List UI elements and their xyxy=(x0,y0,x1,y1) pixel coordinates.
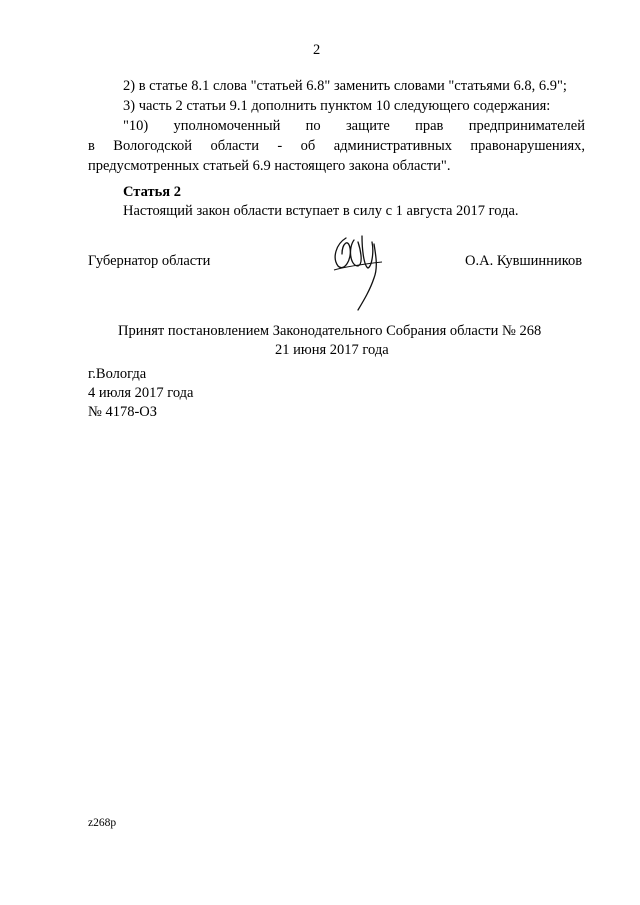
word: правонарушениях, xyxy=(470,138,585,154)
amendment-item-10-line3: предусмотренных статьей 6.9 настоящего закона области". xyxy=(88,158,451,174)
word: об xyxy=(300,138,316,154)
word: - xyxy=(277,138,283,154)
signing-date: 4 июля 2017 года xyxy=(88,385,194,401)
word: защите xyxy=(345,118,390,134)
word: области xyxy=(210,138,259,154)
adoption-line-2: 21 июня 2017 года xyxy=(275,342,389,358)
page-number: 2 xyxy=(313,42,321,58)
city: г.Вологда xyxy=(88,366,147,382)
word: прав xyxy=(415,118,444,134)
amendment-item-3: 3) часть 2 статьи 9.1 дополнить пунктом 10 следующего содержания: xyxy=(123,98,551,114)
adoption-line-1: Принят постановлением Законодательного Собрания области № 268 xyxy=(118,323,542,339)
amendment-item-10-line1 xyxy=(123,116,585,136)
amendment-item-2: 2) в статье 8.1 слова "статьей 6.8" заменить словами "статьями 6.8, 6.9"; xyxy=(123,78,567,94)
amendment-item-10-line2 xyxy=(88,136,585,156)
governor-title: Губернатор области xyxy=(88,253,211,269)
article-2-heading: Статья 2 xyxy=(123,184,181,200)
article-2-text: Настоящий закон области вступает в силу с 1 августа 2017 года. xyxy=(123,203,519,219)
law-number: № 4178-ОЗ xyxy=(88,404,158,420)
word: уполномоченный xyxy=(173,118,281,134)
footer-code: z268p xyxy=(88,817,117,829)
word: по xyxy=(305,118,321,134)
signature-handwritten xyxy=(328,226,388,316)
word: предпринимателей xyxy=(468,118,585,134)
governor-name: О.А. Кувшинников xyxy=(465,253,583,269)
word: административных xyxy=(333,138,452,154)
word: в xyxy=(88,138,95,154)
word: Вологодской xyxy=(113,138,193,154)
word: "10) xyxy=(123,118,149,134)
